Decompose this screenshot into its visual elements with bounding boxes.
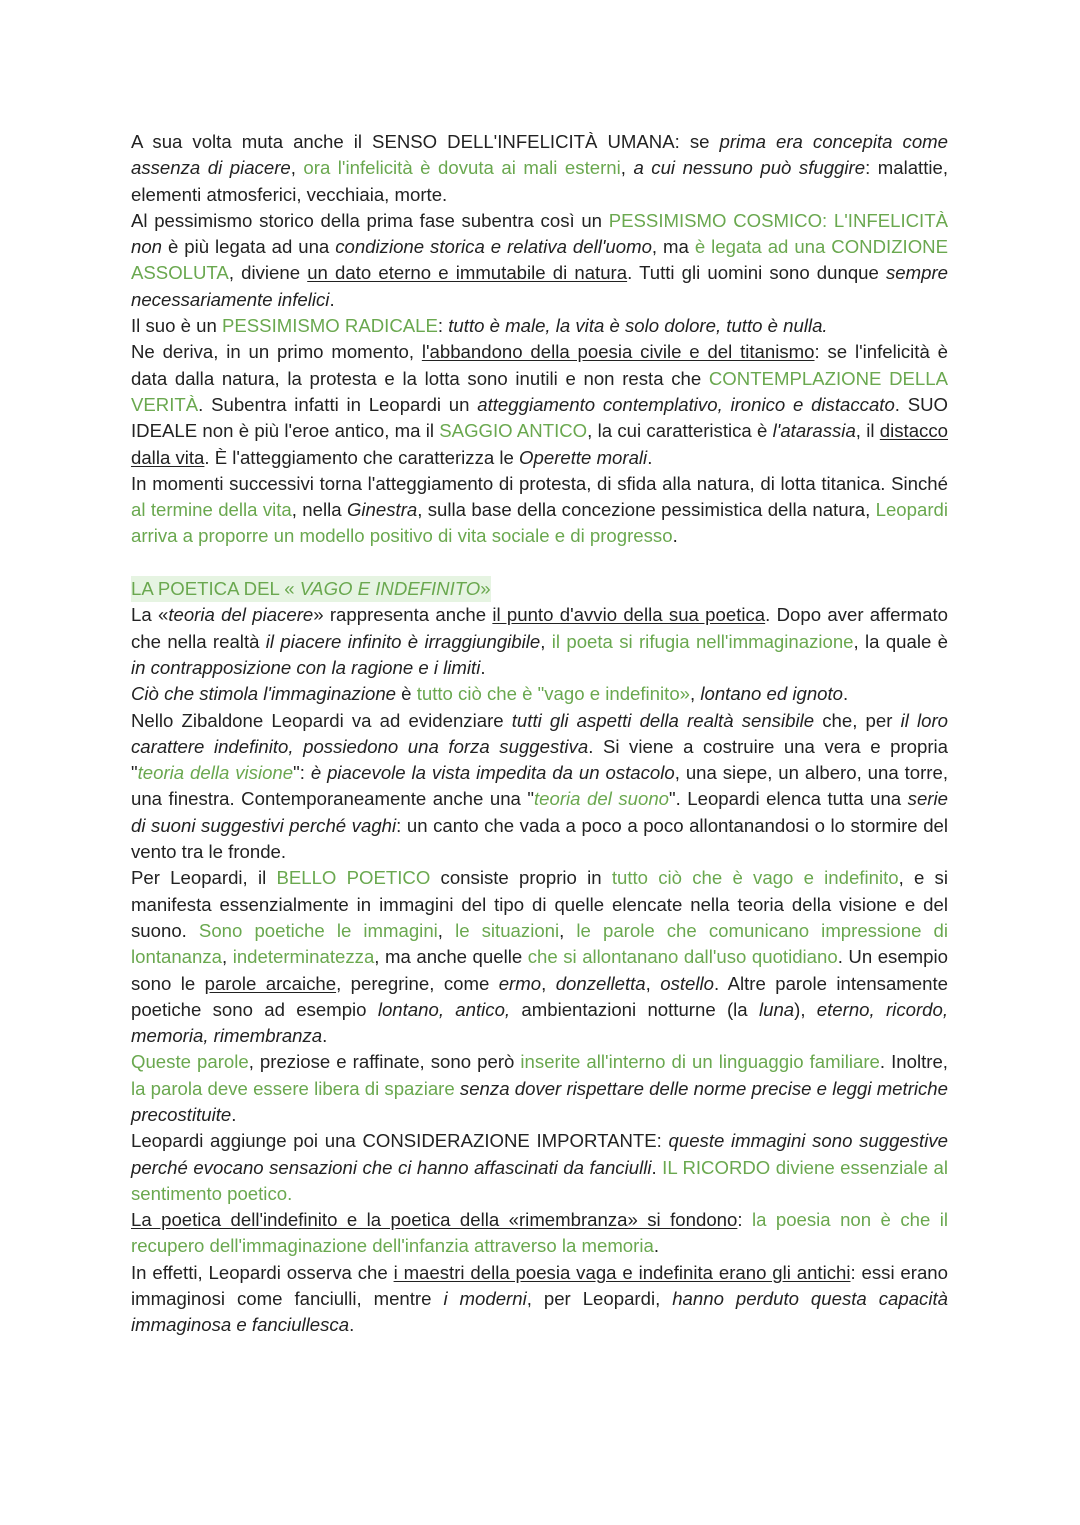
- text-run: , il: [855, 420, 880, 442]
- italic-text: teoria del piacere: [168, 604, 314, 626]
- italic-text: queste immagini sono suggestive perché evocano sensazioni che ci hanno affascinati da fanciulli: [131, 1130, 948, 1178]
- text-run: , la cui caratteristica è: [587, 420, 773, 442]
- text-run: . Altre parole intensamente poetiche sono ad esempio: [131, 972, 948, 1020]
- italic-text: sempre necessariamente infelici: [131, 262, 949, 310]
- italic-text: lontano, antico,: [377, 998, 511, 1020]
- paragraph-p5: [131, 471, 948, 550]
- underlined-text: i maestri della poesia vaga e indefinita erano gli antichi: [393, 1261, 851, 1283]
- italic-text: senza dover rispettare delle norme precise e leggi metriche precostituite: [131, 1077, 948, 1125]
- text-run: In momenti successivi torna l'atteggiamento di protesta, di sfida alla natura, di lotta titanica. Sinché: [131, 472, 948, 494]
- paragraph-p7: [131, 681, 948, 707]
- paragraph-p10: [131, 1049, 948, 1128]
- paragraph-p6: [131, 602, 948, 681]
- paragraph-p1: [131, 129, 948, 208]
- text-run: ". Leopardi elenca tutta una: [669, 788, 908, 810]
- text-run: .: [480, 656, 486, 678]
- paragraph-p11: [131, 1128, 948, 1207]
- text-run: ,: [290, 157, 304, 179]
- italic-text: atteggiamento contemplativo, ironico e distaccato: [477, 393, 895, 415]
- highlighted-text: CONTEMPLAZIONE DELLA VERITÀ: [131, 367, 948, 415]
- highlighted-text: il poeta si rifugia nell'immaginazione: [551, 630, 854, 652]
- highlighted-text: Sono poetiche le immagini: [198, 919, 438, 941]
- highlighted-text: la parola deve essere libera di spaziare: [131, 1077, 455, 1099]
- text-run: ,: [690, 683, 701, 705]
- text-run: »: [480, 578, 491, 600]
- highlighted-text: Leopardi arriva a proporre un modello positivo di vita sociale e di progresso: [131, 499, 948, 547]
- text-run: Per Leopardi, il: [131, 867, 277, 889]
- text-run: .: [322, 1025, 328, 1047]
- highlighted-text: ora l'infelicità è dovuta ai mali esterni: [303, 157, 621, 179]
- paragraph-spacer: [131, 550, 948, 576]
- text-run: ,: [645, 972, 661, 994]
- text-run: :: [737, 1209, 752, 1231]
- text-run: In effetti, Leopardi osserva che: [131, 1261, 394, 1283]
- italic-text: serie di suoni suggestivi perché vaghi: [131, 788, 948, 836]
- italic-text: non: [131, 236, 163, 258]
- section-heading-poetica: [131, 576, 491, 602]
- text-run: : malattie, elementi atmosferici, vecchiaia, morte.: [131, 157, 949, 205]
- highlighted-text: IL RICORDO diviene essenziale al sentimento poetico.: [131, 1156, 948, 1204]
- text-run: è più legata ad una: [162, 236, 336, 258]
- italic-text: VAGO E INDEFINITO: [299, 578, 481, 600]
- highlighted-text: indeterminatezza: [232, 946, 375, 968]
- paragraph-p4: [131, 339, 948, 470]
- text-run: Ne deriva, in un primo momento,: [131, 341, 422, 363]
- italic-text: lontano ed ignoto: [700, 683, 844, 705]
- italic-text: hanno perduto questa capacità immaginosa e fanciullesca: [131, 1288, 948, 1336]
- text-run: ,: [541, 972, 556, 994]
- underlined-text: il punto d'avvio della sua poetica: [492, 604, 766, 626]
- text-run: che, per: [814, 709, 901, 731]
- text-run: .: [651, 1156, 663, 1178]
- paragraph-p12: [131, 1207, 948, 1260]
- highlighted-text: le parole che comunicano impressione di lontananza: [131, 919, 948, 968]
- italic-text: prima era concepita come assenza di piacere: [131, 131, 948, 179]
- text-run: Il suo è un: [131, 315, 222, 337]
- highlighted-text: al termine della vita: [131, 499, 292, 521]
- text-run: , ma: [651, 236, 695, 258]
- text-run: ,: [221, 946, 233, 968]
- italic-text: tutti gli aspetti della realtà sensibile: [511, 709, 815, 731]
- text-run: : se l'infelicità è data dalla natura, la protesta e la lotta sono inutili e non resta che: [131, 341, 948, 389]
- italic-text: eterno, ricordo, memoria, rimembranza: [131, 998, 948, 1047]
- text-run: . È l'atteggiamento che caratterizza le: [204, 446, 520, 468]
- highlighted-text: che si allontanano dall'uso quotidiano: [527, 946, 838, 968]
- highlighted-text: teoria della visione: [137, 762, 294, 784]
- text-run: .: [843, 683, 849, 705]
- highlighted-text: PESSIMISMO RADICALE: [221, 315, 438, 337]
- text-run: , una siepe, un albero, una torre, una finestra. Contemporaneamente anche una ": [131, 762, 948, 810]
- highlighted-text: PESSIMISMO COSMICO: L'INFELICITÀ: [608, 209, 948, 231]
- highlighted-text: la poesia non è che il recupero dell'immaginazione dell'infanzia attraverso la memoria: [131, 1209, 948, 1257]
- text-run: ambientazioni notturne (la: [510, 998, 759, 1020]
- text-run: .: [231, 1103, 237, 1125]
- text-run: . Un esempio sono le: [131, 946, 948, 994]
- italic-text: ermo: [498, 972, 542, 994]
- text-run: ,: [559, 919, 577, 941]
- underlined-text: distacco dalla vita: [131, 420, 948, 468]
- text-run: . Dopo aver affermato che nella realtà: [131, 604, 949, 652]
- text-run: LA POETICA DEL «: [131, 578, 300, 600]
- text-run: : un canto che vada a poco a poco allontanandosi o lo stormire del vento tra le fronde.: [131, 814, 949, 863]
- text-run: , ma anche quelle: [374, 946, 528, 968]
- italic-text: Ciò che stimola l'immaginazione: [131, 683, 397, 705]
- highlighted-text: Queste parole: [131, 1051, 249, 1073]
- text-run: , la quale è: [853, 630, 949, 652]
- text-run: : essi erano immaginosi come fanciulli, mentre: [131, 1261, 948, 1310]
- paragraph-p2: [131, 208, 948, 313]
- section-pessimismo: [131, 129, 948, 550]
- text-run: , per Leopardi,: [526, 1288, 673, 1310]
- text-run: , nella: [291, 499, 347, 521]
- underlined-text: l'abbandono della poesia civile e del titanismo: [421, 341, 815, 363]
- text-run: ,: [437, 919, 456, 941]
- paragraph-p8: [131, 708, 948, 866]
- italic-text: luna: [758, 998, 795, 1020]
- highlighted-text: tutto ciò che è "vago e indefinito»: [416, 683, 690, 705]
- text-run: Al pessimismo storico della prima fase subentra così un: [131, 209, 609, 231]
- text-run: ,: [540, 630, 552, 652]
- text-run: .: [349, 1314, 355, 1336]
- text-run: :: [437, 315, 449, 337]
- text-run: consiste proprio in: [430, 867, 612, 889]
- text-run: , peregrine, come: [336, 972, 499, 994]
- italic-text: donzelletta: [555, 972, 646, 994]
- italic-text: Operette morali: [519, 446, 648, 468]
- highlighted-text: tutto ciò che è vago e indefinito: [611, 867, 899, 889]
- paragraph-p9: [131, 865, 948, 1049]
- text-run: ":: [293, 762, 311, 784]
- text-run: . Si viene a costruire una vera e propria ": [131, 735, 948, 784]
- underlined-text: La poetica dell'indefinito e la poetica della «rimembranza» si fondono: [131, 1209, 738, 1231]
- paragraph-p13: [131, 1260, 948, 1339]
- text-run: Nello Zibaldone Leopardi va ad evidenziare: [131, 709, 512, 731]
- highlighted-text: SAGGIO ANTICO: [439, 420, 588, 442]
- text-run: ),: [794, 998, 817, 1020]
- text-run: La «: [131, 604, 169, 626]
- text-run: ,: [620, 157, 634, 179]
- text-run: , e si manifesta essenzialmente in immagini del tipo di quelle elencate nella teoria della visione e del suono.: [131, 867, 948, 941]
- italic-text: l'atarassia: [772, 420, 856, 442]
- highlighted-text: le situazioni: [455, 919, 560, 941]
- underlined-text: un dato eterno e immutabile di natura: [307, 262, 628, 284]
- section-poetica: [131, 602, 948, 1338]
- text-run: » rappresenta anche: [313, 604, 493, 626]
- text-run: .: [653, 1235, 659, 1257]
- italic-text: tutto è male, la vita è solo dolore, tutto è nulla.: [448, 315, 828, 337]
- text-run: è: [396, 683, 417, 705]
- italic-text: il piacere infinito è irraggiungibile: [265, 630, 541, 652]
- text-run: .: [672, 525, 678, 547]
- italic-text: Ginestra: [346, 499, 418, 521]
- text-run: . Subentra infatti in Leopardi un: [198, 393, 478, 415]
- italic-text: ostello: [660, 972, 714, 994]
- italic-text: i moderni: [443, 1288, 527, 1310]
- document-page: [131, 129, 948, 1339]
- text-run: .: [329, 288, 335, 310]
- italic-text: in contrapposizione con la ragione e i limiti: [131, 656, 481, 678]
- underlined-text: parole arcaiche: [204, 972, 337, 994]
- paragraph-p3: [131, 313, 948, 339]
- text-run: , sulla base della concezione pessimistica della natura,: [417, 499, 876, 521]
- italic-text: condizione storica e relativa dell'uomo: [335, 236, 652, 258]
- highlighted-text: teoria del suono: [534, 788, 669, 810]
- highlighted-text: inserite all'interno di un linguaggio familiare: [520, 1051, 880, 1073]
- italic-text: è piacevole la vista impedita da un ostacolo: [310, 762, 675, 784]
- italic-text: il loro carattere indefinito, possiedono una forza suggestiva: [131, 709, 948, 757]
- highlighted-text: BELLO POETICO: [276, 867, 431, 889]
- highlighted-text: è legata ad una CONDIZIONE ASSOLUTA: [131, 236, 949, 284]
- text-run: . Inoltre,: [879, 1051, 948, 1073]
- text-run: . Tutti gli uomini sono dunque: [627, 262, 886, 284]
- text-run: . SUO IDEALE non è più l'eroe antico, ma il: [131, 393, 949, 442]
- text-run: A sua volta muta anche il SENSO DELL'INFELICITÀ UMANA: se: [131, 131, 720, 152]
- text-run: Leopardi aggiunge poi una CONSIDERAZIONE IMPORTANTE:: [131, 1130, 669, 1152]
- text-run: , diviene: [228, 262, 308, 284]
- text-run: , preziose e raffinate, sono però: [248, 1051, 521, 1073]
- italic-text: a cui nessuno può sfuggire: [633, 157, 866, 179]
- text-run: .: [647, 446, 653, 468]
